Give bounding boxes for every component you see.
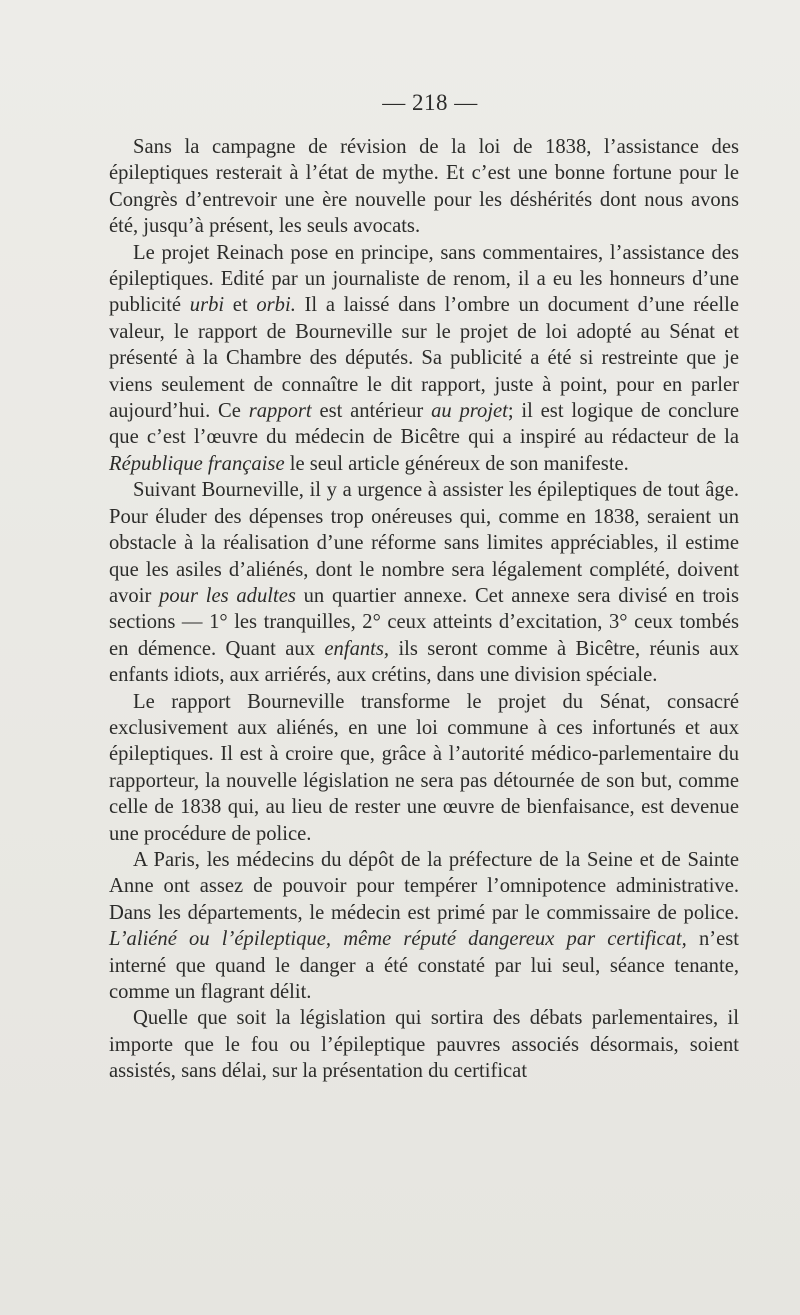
paragraph bbox=[109, 477, 739, 688]
text-run: Sans la campagne de révision de la loi de 1838, l’assistance des épileptiques resterait à l’état de mythe. Et c’est une bonne fortune pour le Congrès d’entrevoir une ère nouvelle pour les déshérités dont nous avons été, jusqu’à présent, les seuls avocats. bbox=[109, 136, 739, 238]
italic-text: enfants, bbox=[324, 637, 390, 660]
italic-text: au projet bbox=[431, 400, 508, 423]
text-run: Quelle que soit la législation qui sortira des débats parlementaires, il importe que le fou ou l’épileptique pauvres associés désormais, soient assistés, sans délai, sur la présentation du certificat bbox=[109, 1007, 739, 1083]
italic-text: République française bbox=[109, 452, 285, 475]
text-run: ; il est logique de conclure que c’est l’œuvre du médecin de Bicêtre qui a inspiré au rédacteur de la bbox=[109, 400, 740, 449]
text-run: Le rapport Bourneville transforme le projet du Sénat, consacré exclusivement aux aliénés, en une loi commune à ces infortunés et aux épileptiques. Il est à croire que, grâce à l’autorité médico-parlementaire du rapporteur, la nouvelle législation ne sera pas détournée de son but, comme celle de 1838 qui, au lieu de rester une œuvre de bienfaisance, est devenue une procédure de police. bbox=[109, 690, 739, 845]
text-run: Le projet Reinach pose en principe, sans commentaires, l’assistance des épileptiques. Edité par un journaliste de renom, il a eu les honneurs d’une publicité bbox=[109, 241, 739, 317]
paragraph bbox=[109, 134, 739, 240]
text-run: Suivant Bourneville, il y a urgence à assister les épileptiques de tout âge. Pour éluder des dépenses trop onéreuses qui, comme en 1838, seraient un obstacle à la réalisation d’une réforme sans limites appréciables, il estime que les asiles d’aliénés, dont le nombre sera légalement complété, doivent avoir bbox=[109, 479, 739, 607]
text-run: est antérieur bbox=[311, 400, 432, 423]
text-run: ils seront comme à Bicêtre, réunis aux enfants idiots, aux arriérés, aux crétins, dans une division spéciale. bbox=[109, 637, 740, 687]
text-run: et bbox=[224, 294, 257, 317]
italic-text: orbi. bbox=[256, 294, 296, 317]
italic-text: urbi bbox=[189, 294, 225, 317]
italic-text: L’aliéné ou l’épileptique, même réputé dangereux par certificat, bbox=[109, 928, 687, 951]
text-run: Il a laissé dans l’ombre un document d’une réelle valeur, le rapport de Bourneville sur le projet de loi adopté au Sénat et présenté à la Chambre des députés. Sa publicité a été si restreinte que je viens seulement de connaître le dit rapport, juste à point, pour en parler aujourd’hui. Ce bbox=[109, 294, 739, 423]
italic-text: pour les adultes bbox=[159, 584, 296, 607]
text-run: un quartier annexe. Cet annexe sera divisé en trois sections — 1° les tranquilles, 2° ceux atteints d’excitation, 3° ceux tombés en démence. Quant aux bbox=[109, 584, 740, 660]
paragraph bbox=[109, 847, 739, 1005]
text-run: le seul article généreux de son manifeste. bbox=[284, 452, 629, 475]
paragraph bbox=[109, 689, 739, 847]
text-run: A Paris, les médecins du dépôt de la préfecture de la Seine et de Sainte Anne ont assez de pouvoir pour tempérer l’omnipotence administrative. Dans les départements, le médecin est primé par le commissaire de police. bbox=[109, 848, 739, 924]
page-number: — 218 — bbox=[382, 90, 478, 115]
text-run: n’est interné que quand le danger a été constaté par lui seul, séance tenante, comme un flagrant délit. bbox=[109, 928, 740, 1003]
paragraph bbox=[109, 1005, 739, 1084]
paragraph bbox=[109, 240, 739, 478]
body-text bbox=[109, 134, 739, 1085]
italic-text: rapport bbox=[248, 400, 312, 423]
